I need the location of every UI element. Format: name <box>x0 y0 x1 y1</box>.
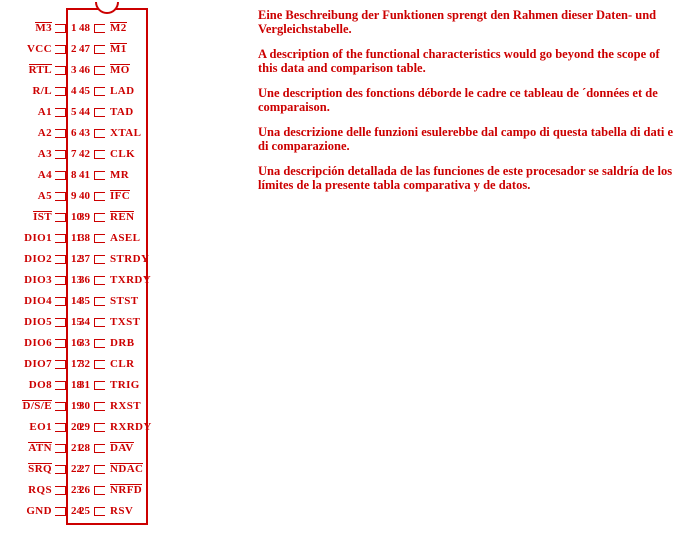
pin-stub-icon <box>55 234 66 243</box>
pin-stub-icon <box>94 255 105 264</box>
pin-label: DIO2 <box>24 253 52 265</box>
pin-label: TXRDY <box>110 274 152 286</box>
pin-label: EO1 <box>29 421 52 433</box>
pin-row <box>66 18 250 38</box>
pin-label: A4 <box>37 169 52 181</box>
pin-stub-icon <box>94 381 105 390</box>
pin-number: 18 <box>71 379 82 391</box>
pin-stub-icon <box>94 192 105 201</box>
pin-row <box>66 102 250 122</box>
pin-number: 8 <box>71 169 77 181</box>
pin-stub-icon <box>94 45 105 54</box>
pin-stub-icon <box>55 255 66 264</box>
pin-stub-icon <box>55 108 66 117</box>
pin-number: 6 <box>71 127 77 139</box>
pin-row <box>66 291 250 311</box>
pin-label: RXRDY <box>110 421 152 433</box>
pin-stub-icon <box>55 465 66 474</box>
pin-number: 5 <box>71 106 77 118</box>
pin-label: SRQ <box>28 463 52 475</box>
pin-number: 32 <box>79 358 90 370</box>
note-paragraph: Eine Beschreibung der Funktionen sprengt den Rahmen dieser Daten- und Vergleichstabelle. <box>258 8 657 36</box>
pin-stub-icon <box>94 444 105 453</box>
pin-stub-icon <box>55 66 66 75</box>
pin-row <box>66 480 250 500</box>
pin-number: 2 <box>71 43 77 55</box>
pin-number: 48 <box>79 22 90 34</box>
pin-row <box>66 396 250 416</box>
pin-row <box>66 501 250 521</box>
notes-panel <box>258 8 678 203</box>
pin-stub-icon <box>94 66 105 75</box>
pin-stub-icon <box>55 381 66 390</box>
pin-number: 28 <box>79 442 90 454</box>
pin-stub-icon <box>55 129 66 138</box>
pin-label: IST <box>33 211 52 223</box>
pin-label: D/S/E <box>22 400 52 412</box>
pin-stub-icon <box>55 45 66 54</box>
pin-label: RTL <box>28 64 52 76</box>
pin-number: 38 <box>79 232 90 244</box>
pin-label: CLR <box>110 358 135 370</box>
pin-stub-icon <box>94 87 105 96</box>
pin-stub-icon <box>94 486 105 495</box>
pin-number: 7 <box>71 148 77 160</box>
pin-stub-icon <box>94 129 105 138</box>
pin-row <box>66 459 250 479</box>
pin-label: VCC <box>26 43 52 55</box>
pin-label: ATN <box>28 442 52 454</box>
pin-label: DIO6 <box>24 337 52 349</box>
pin-stub-icon <box>55 213 66 222</box>
pin-label: REN <box>110 211 135 223</box>
pin-label: DAV <box>110 442 134 454</box>
pin-stub-icon <box>55 24 66 33</box>
pin-number: 31 <box>79 379 90 391</box>
pin-number: 41 <box>79 169 90 181</box>
pin-label: A1 <box>37 106 52 118</box>
pin-stub-icon <box>94 150 105 159</box>
pin-number: 47 <box>79 43 90 55</box>
pin-stub-icon <box>55 171 66 180</box>
pin-stub-icon <box>55 318 66 327</box>
pin-row <box>66 81 250 101</box>
pin-label: DIO7 <box>24 358 52 370</box>
pin-number: 24 <box>71 505 82 517</box>
pin-stub-icon <box>94 465 105 474</box>
pin-stub-icon <box>55 150 66 159</box>
pin-label: TAD <box>110 106 134 118</box>
pin-label: MO <box>110 64 130 76</box>
pin-stub-icon <box>55 402 66 411</box>
pin-row <box>66 228 250 248</box>
pin-label: DIO1 <box>24 232 52 244</box>
pin-stub-icon <box>55 339 66 348</box>
pin-stub-icon <box>94 402 105 411</box>
pin-number: 46 <box>79 64 90 76</box>
pin-number: 17 <box>71 358 82 370</box>
pin-number: 4 <box>71 85 77 97</box>
pin-label: A2 <box>37 127 52 139</box>
pin-stub-icon <box>55 276 66 285</box>
pin-stub-icon <box>55 87 66 96</box>
pin-row <box>66 60 250 80</box>
pin-label: MR <box>110 169 130 181</box>
pin-label: NRFD <box>110 484 143 496</box>
pin-label: GND <box>26 505 52 517</box>
pin-label: DIO5 <box>24 316 52 328</box>
pin-stub-icon <box>94 297 105 306</box>
pin-number: 20 <box>71 421 82 433</box>
pin-label: DRB <box>110 337 135 349</box>
pin-stub-icon <box>55 423 66 432</box>
pin-label: RQS <box>28 484 52 496</box>
pin-label: M2 <box>110 22 127 34</box>
pin-row <box>66 417 250 437</box>
pin-number: 19 <box>71 400 82 412</box>
pin-number: 21 <box>71 442 82 454</box>
pin-stub-icon <box>55 192 66 201</box>
pin-number: 10 <box>71 211 82 223</box>
pin-stub-icon <box>94 24 105 33</box>
pin-number: 37 <box>79 253 90 265</box>
pin-stub-icon <box>94 213 105 222</box>
pin-stub-icon <box>94 171 105 180</box>
pin-number: 43 <box>79 127 90 139</box>
pin-row <box>66 39 250 59</box>
pin-number: 3 <box>71 64 77 76</box>
pin-row <box>66 165 250 185</box>
pin-number: 9 <box>71 190 77 202</box>
pin-label: M1 <box>110 43 127 55</box>
pin-label: A5 <box>37 190 52 202</box>
pin-label: ASEL <box>110 232 141 244</box>
pin-stub-icon <box>55 297 66 306</box>
pin-number: 15 <box>71 316 82 328</box>
pin-row <box>66 123 250 143</box>
pin-number: 16 <box>71 337 82 349</box>
pin-row <box>66 375 250 395</box>
pin-label: XTAL <box>110 127 142 139</box>
pin-number: 29 <box>79 421 90 433</box>
pin-number: 14 <box>71 295 82 307</box>
pin-number: 27 <box>79 463 90 475</box>
pin-row <box>66 186 250 206</box>
pin-label: STST <box>110 295 139 307</box>
pin-label: A3 <box>37 148 52 160</box>
pin-label: DO8 <box>28 379 52 391</box>
pin-number: 34 <box>79 316 90 328</box>
pin-row <box>66 438 250 458</box>
pin-row <box>66 207 250 227</box>
pin-label: STRDY <box>110 253 150 265</box>
pin-stub-icon <box>94 108 105 117</box>
pin-stub-icon <box>94 423 105 432</box>
pin-label: RSV <box>110 505 134 517</box>
pin-stub-icon <box>94 318 105 327</box>
pin-label: NDAC <box>110 463 144 475</box>
pin-label: R/L <box>32 85 52 97</box>
pin-number: 23 <box>71 484 82 496</box>
pin-number: 35 <box>79 295 90 307</box>
pin-number: 25 <box>79 505 90 517</box>
pin-stub-icon <box>94 276 105 285</box>
note-paragraph: Una descrizione delle funzioni esulerebbe dal campo di questa tabella di dati e di comparazione. <box>258 125 674 153</box>
pin-label: M3 <box>35 22 52 34</box>
pin-number: 44 <box>79 106 90 118</box>
pin-stub-icon <box>94 507 105 516</box>
pin-row <box>66 333 250 353</box>
pin-stub-icon <box>94 339 105 348</box>
pin-number: 12 <box>71 253 82 265</box>
pin-number: 1 <box>71 22 77 34</box>
chip-pinout-diagram <box>0 0 250 541</box>
pin-number: 33 <box>79 337 90 349</box>
pin-row <box>66 249 250 269</box>
pin-row <box>66 312 250 332</box>
pin-row <box>66 270 250 290</box>
pin-stub-icon <box>94 234 105 243</box>
pin-label: TXST <box>110 316 141 328</box>
pin-label: TRIG <box>110 379 140 391</box>
pin-label: DIO4 <box>24 295 52 307</box>
pin-number: 40 <box>79 190 90 202</box>
pin-number: 13 <box>71 274 82 286</box>
pin-number: 22 <box>71 463 82 475</box>
pin-stub-icon <box>55 486 66 495</box>
pin-stub-icon <box>55 444 66 453</box>
pin-label: DIO3 <box>24 274 52 286</box>
pin-label: IFC <box>110 190 131 202</box>
note-paragraph: Une description des fonctions déborde le cadre ce tableau de ´données et de comparaison. <box>258 86 658 114</box>
pin-stub-icon <box>55 360 66 369</box>
pin-label: LAD <box>110 85 135 97</box>
note-paragraph: A description of the functional characteristics would go beyond the scope of this data and comparison table. <box>258 47 660 75</box>
pin-number: 26 <box>79 484 90 496</box>
pin-number: 30 <box>79 400 90 412</box>
pin-label: RXST <box>110 400 141 412</box>
pin-number: 36 <box>79 274 90 286</box>
pin-row <box>66 354 250 374</box>
pin-number: 42 <box>79 148 90 160</box>
pin-stub-icon <box>94 360 105 369</box>
pin-number: 39 <box>79 211 90 223</box>
note-paragraph: Una descripción detallada de las funciones de este procesador se saldría de los límites de la presente tabla comparativa y de datos. <box>258 164 673 192</box>
pin-stub-icon <box>55 507 66 516</box>
pin-number: 45 <box>79 85 90 97</box>
pin-label: CLK <box>110 148 136 160</box>
pin-number: 11 <box>71 232 82 244</box>
pin-row <box>66 144 250 164</box>
